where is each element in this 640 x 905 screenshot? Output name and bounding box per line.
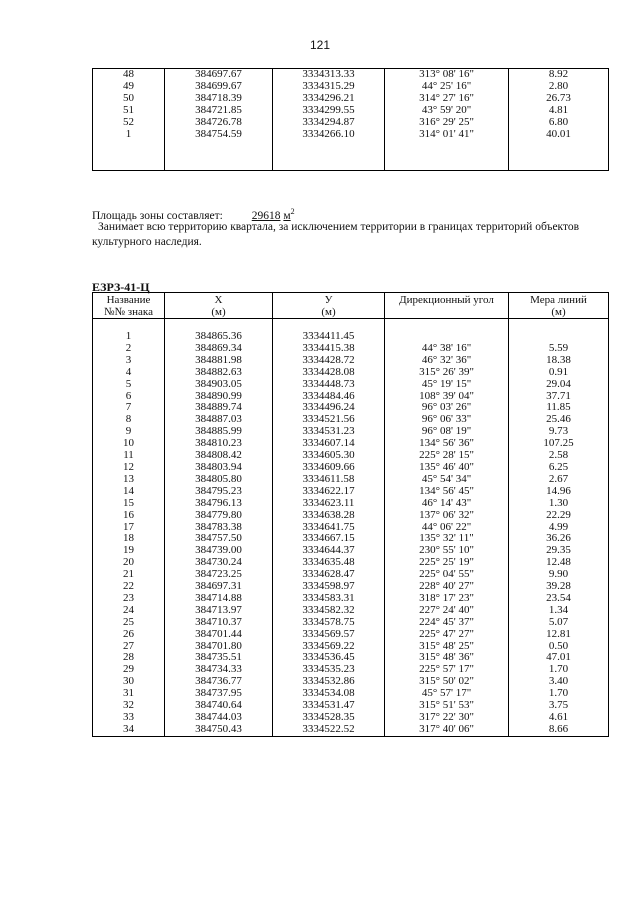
main-table-cell-x-coordinate: 384783.38 [165, 522, 273, 534]
main-table-cell-y-coordinate: 3334623.11 [273, 498, 385, 510]
main-table-cell-line-length: 14.96 [509, 486, 609, 498]
main-table-cell-bearing: 45° 57' 17" [385, 688, 509, 700]
table-header-row [93, 293, 609, 319]
main-table-cell-bearing: 135° 32' 11" [385, 533, 509, 545]
main-table-cell-line-length: 36.26 [509, 533, 609, 545]
main-table-cell-x-coordinate: 384750.43 [165, 724, 273, 736]
top-table-cell-bearing: 316° 29' 25" [385, 117, 509, 129]
boundary-table-continued [92, 68, 609, 171]
main-table-cell-line-length: 5.07 [509, 617, 609, 629]
main-table-cell-bearing: 44° 06' 22" [385, 522, 509, 534]
main-table-cell-point-number: 33 [93, 712, 165, 724]
top-table-cell-x-coordinate: 384718.39 [165, 93, 273, 105]
main-table-row [93, 474, 609, 486]
zone-area-value: 29618 [251, 209, 281, 222]
zone-title: ЕЗРЗ-41-Ц [92, 280, 150, 294]
top-table-cell-bearing: 314° 27' 16" [385, 93, 509, 105]
main-table-cell-point-number: 13 [93, 474, 165, 486]
zone-area-unit: м [283, 209, 291, 222]
main-table-cell-x-coordinate: 384887.03 [165, 414, 273, 426]
main-table-cell-y-coordinate: 3334598.97 [273, 581, 385, 593]
main-table-cell-line-length: 29.35 [509, 545, 609, 557]
main-table-cell-y-coordinate: 3334531.47 [273, 700, 385, 712]
main-table-cell-x-coordinate: 384795.23 [165, 486, 273, 498]
main-table-cell-y-coordinate: 3334496.24 [273, 402, 385, 414]
boundary-table [92, 292, 609, 737]
top-table-row [93, 117, 609, 129]
main-table-cell-line-length: 11.85 [509, 402, 609, 414]
main-table-cell-point-number: 30 [93, 676, 165, 688]
top-table-cell-x-coordinate: 384721.85 [165, 105, 273, 117]
header-bearing-line1: Дирекционный угол [399, 294, 494, 306]
main-table-cell-y-coordinate: 3334605.30 [273, 450, 385, 462]
header-x-line2: (м) [211, 306, 226, 318]
main-table-row [93, 486, 609, 498]
main-table-row [93, 605, 609, 617]
top-table-cell-x-coordinate: 384697.67 [165, 69, 273, 81]
main-table-cell-x-coordinate: 384808.42 [165, 450, 273, 462]
main-table-cell-bearing: 44° 38' 16" [385, 343, 509, 355]
main-table-cell-line-length: 2.58 [509, 450, 609, 462]
main-table-cell-x-coordinate: 384734.33 [165, 664, 273, 676]
main-table-cell-y-coordinate: 3334622.17 [273, 486, 385, 498]
main-table-cell-x-coordinate: 384740.64 [165, 700, 273, 712]
top-table-spacer-row [93, 140, 609, 171]
main-table-cell-y-coordinate: 3334532.86 [273, 676, 385, 688]
main-table-cell-line-length: 0.50 [509, 641, 609, 653]
main-table-cell-y-coordinate: 3334644.37 [273, 545, 385, 557]
main-table-cell-x-coordinate: 384796.13 [165, 498, 273, 510]
main-table-cell-y-coordinate: 3334609.66 [273, 462, 385, 474]
top-table-cell-line-length: 2.80 [509, 81, 609, 93]
main-table-cell-point-number: 32 [93, 700, 165, 712]
main-table-cell-bearing: 315° 26' 39" [385, 367, 509, 379]
main-table-cell-point-number: 22 [93, 581, 165, 593]
top-table-cell-line-length: 4.81 [509, 105, 609, 117]
main-table-cell-bearing: 137° 06' 32" [385, 510, 509, 522]
main-table-row [93, 629, 609, 641]
main-table-cell-bearing: 225° 47' 27" [385, 629, 509, 641]
main-table-cell-line-length: 6.25 [509, 462, 609, 474]
zone-note: Занимает всю территорию квартала, за исключением территории в границах территорий объектов культурного наследия. [92, 221, 580, 248]
main-table-cell-bearing: 228° 40' 27" [385, 581, 509, 593]
main-table-cell-bearing: 224° 45' 37" [385, 617, 509, 629]
main-table-cell-bearing: 225° 04' 55" [385, 569, 509, 581]
main-table-cell-y-coordinate: 3334534.08 [273, 688, 385, 700]
main-table-cell-line-length: 8.66 [509, 724, 609, 736]
header-point-name-line2: №№ знака [104, 306, 153, 318]
main-table-cell-point-number: 21 [93, 569, 165, 581]
main-table-cell-bearing: 225° 28' 15" [385, 450, 509, 462]
main-table-row [93, 510, 609, 522]
main-table-cell-bearing: 96° 03' 26" [385, 402, 509, 414]
main-table-cell-y-coordinate: 3334667.15 [273, 533, 385, 545]
main-table-cell-y-coordinate: 3334582.32 [273, 605, 385, 617]
main-table-cell-y-coordinate: 3334607.14 [273, 438, 385, 450]
header-point-name-line1: Название [106, 294, 151, 306]
top-table-cell-point-number: 52 [93, 117, 165, 129]
main-table-cell-line-length: 22.29 [509, 510, 609, 522]
main-table-cell-x-coordinate: 384713.97 [165, 605, 273, 617]
main-table-cell-point-number: 26 [93, 629, 165, 641]
main-table-cell-bearing: 46° 32' 36" [385, 355, 509, 367]
boundary-table-continued-body [93, 69, 609, 171]
header-length [509, 293, 609, 319]
main-table-cell-line-length: 12.48 [509, 557, 609, 569]
main-table-row [93, 367, 609, 379]
main-table-cell-line-length: 2.67 [509, 474, 609, 486]
top-table-cell-bearing: 314° 01' 41" [385, 129, 509, 141]
header-x [165, 293, 273, 319]
main-table-cell-point-number: 9 [93, 426, 165, 438]
main-table-cell-point-number: 31 [93, 688, 165, 700]
main-table-cell-point-number: 12 [93, 462, 165, 474]
top-table-cell-bearing: 44° 25' 16" [385, 81, 509, 93]
main-table-cell-point-number: 28 [93, 652, 165, 664]
main-table-cell-bearing: 317° 22' 30" [385, 712, 509, 724]
main-table-cell-y-coordinate: 3334415.38 [273, 343, 385, 355]
main-table-cell-y-coordinate: 3334522.52 [273, 724, 385, 736]
main-table-cell-x-coordinate: 384757.50 [165, 533, 273, 545]
main-table-row [93, 724, 609, 736]
top-table-cell-x-coordinate: 384726.78 [165, 117, 273, 129]
main-table-cell-line-length: 107.25 [509, 438, 609, 450]
main-table-cell-point-number: 2 [93, 343, 165, 355]
main-table-cell-bearing: 315° 51' 53" [385, 700, 509, 712]
main-table-cell-point-number: 7 [93, 402, 165, 414]
main-table-cell-line-length: 5.59 [509, 343, 609, 355]
main-table-cell-line-length: 3.40 [509, 676, 609, 688]
header-bearing [385, 293, 509, 319]
main-table-cell-line-length: 47.01 [509, 652, 609, 664]
main-table-cell-bearing: 315° 50' 02" [385, 676, 509, 688]
top-table-cell-bearing: 43° 59' 20" [385, 105, 509, 117]
main-table-cell-x-coordinate: 384803.94 [165, 462, 273, 474]
top-table-row [93, 105, 609, 117]
main-table-cell-y-coordinate: 3334635.48 [273, 557, 385, 569]
main-table-cell-x-coordinate: 384744.03 [165, 712, 273, 724]
main-table-cell-y-coordinate: 3334569.57 [273, 629, 385, 641]
top-table-cell-line-length: 8.92 [509, 69, 609, 81]
zone-area-unit-sup: 2 [290, 207, 295, 216]
header-length-line1: Мера линий [530, 294, 587, 306]
main-table-cell-bearing: 46° 14' 43" [385, 498, 509, 510]
main-table-cell-line-length: 18.38 [509, 355, 609, 367]
main-table-cell-y-coordinate: 3334569.22 [273, 641, 385, 653]
header-x-line1: Х [214, 294, 223, 306]
main-table-cell-line-length: 39.28 [509, 581, 609, 593]
header-length-line2: (м) [551, 306, 566, 318]
top-table-row [93, 129, 609, 141]
main-table-cell-bearing: 225° 57' 17" [385, 664, 509, 676]
top-table-cell-point-number: 51 [93, 105, 165, 117]
top-table-cell-y-coordinate: 3334299.55 [273, 105, 385, 117]
main-table-cell-line-length: 23.54 [509, 593, 609, 605]
main-table-cell-point-number: 16 [93, 510, 165, 522]
main-table-cell-bearing: 108° 39' 04" [385, 391, 509, 403]
zone-area-label: Площадь зоны составляет: [92, 209, 223, 222]
top-table-cell-x-coordinate: 384754.59 [165, 129, 273, 141]
main-table-cell-bearing: 134° 56' 36" [385, 438, 509, 450]
top-table-cell-point-number: 1 [93, 129, 165, 141]
top-table-cell-point-number: 48 [93, 69, 165, 81]
main-table-cell-line-length: 9.90 [509, 569, 609, 581]
main-table-cell-x-coordinate: 384885.99 [165, 426, 273, 438]
top-table-cell-y-coordinate: 3334266.10 [273, 129, 385, 141]
main-table-cell-x-coordinate: 384697.31 [165, 581, 273, 593]
main-table-cell-y-coordinate: 3334521.56 [273, 414, 385, 426]
header-y [273, 293, 385, 319]
top-table-cell-line-length: 6.80 [509, 117, 609, 129]
main-table-cell-bearing: 45° 54' 34" [385, 474, 509, 486]
main-table-row [93, 379, 609, 391]
main-table-cell-x-coordinate: 384735.51 [165, 652, 273, 664]
main-table-cell-point-number: 15 [93, 498, 165, 510]
header-point-name [93, 293, 165, 319]
main-table-cell-x-coordinate: 384739.00 [165, 545, 273, 557]
main-table-cell-point-number: 4 [93, 367, 165, 379]
main-table-cell-point-number: 14 [93, 486, 165, 498]
main-table-cell-x-coordinate: 384730.24 [165, 557, 273, 569]
main-table-row [93, 617, 609, 629]
main-table-cell-bearing: 315° 48' 25" [385, 641, 509, 653]
main-table-cell-point-number: 18 [93, 533, 165, 545]
main-table-cell-x-coordinate: 384889.74 [165, 402, 273, 414]
top-table-cell-y-coordinate: 3334294.87 [273, 117, 385, 129]
main-table-cell-bearing: 96° 06' 33" [385, 414, 509, 426]
header-y-line1: У [324, 294, 333, 306]
top-table-cell-point-number: 49 [93, 81, 165, 93]
main-table-cell-x-coordinate: 384882.63 [165, 367, 273, 379]
main-table-cell-y-coordinate: 3334531.23 [273, 426, 385, 438]
main-table-cell-line-length: 9.73 [509, 426, 609, 438]
main-table-cell-x-coordinate: 384723.25 [165, 569, 273, 581]
main-table-cell-line-length: 12.81 [509, 629, 609, 641]
main-table-cell-point-number: 29 [93, 664, 165, 676]
main-table-cell-line-length: 4.99 [509, 522, 609, 534]
main-table-cell-line-length: 1.30 [509, 498, 609, 510]
main-table-cell-point-number: 1 [93, 331, 165, 343]
main-table-cell-y-coordinate: 3334578.75 [273, 617, 385, 629]
main-table-cell-x-coordinate: 384881.98 [165, 355, 273, 367]
main-table-cell-line-length: 37.71 [509, 391, 609, 403]
main-table-cell-point-number: 11 [93, 450, 165, 462]
main-table-cell-x-coordinate: 384701.44 [165, 629, 273, 641]
main-table-cell-x-coordinate: 384714.88 [165, 593, 273, 605]
top-table-cell-y-coordinate: 3334313.33 [273, 69, 385, 81]
main-table-cell-bearing: 45° 19' 15" [385, 379, 509, 391]
top-table-cell-point-number: 50 [93, 93, 165, 105]
top-table-cell-y-coordinate: 3334296.21 [273, 93, 385, 105]
main-table-cell-point-number: 5 [93, 379, 165, 391]
main-table-cell-y-coordinate: 3334535.23 [273, 664, 385, 676]
main-table-cell-point-number: 34 [93, 724, 165, 736]
main-table-cell-y-coordinate: 3334628.47 [273, 569, 385, 581]
main-table-cell-y-coordinate: 3334611.58 [273, 474, 385, 486]
top-table-cell-y-coordinate: 3334315.29 [273, 81, 385, 93]
main-table-cell-x-coordinate: 384736.77 [165, 676, 273, 688]
main-table-cell-x-coordinate: 384701.80 [165, 641, 273, 653]
main-table-cell-line-length: 3.75 [509, 700, 609, 712]
main-table-cell-bearing: 134° 56' 45" [385, 486, 509, 498]
main-table-cell-point-number: 8 [93, 414, 165, 426]
main-table-cell-x-coordinate: 384903.05 [165, 379, 273, 391]
main-table-cell-line-length: 0.91 [509, 367, 609, 379]
main-table-cell-y-coordinate: 3334536.45 [273, 652, 385, 664]
main-table-cell-bearing: 315° 48' 36" [385, 652, 509, 664]
main-table-cell-bearing: 135° 46' 40" [385, 462, 509, 474]
main-table-cell-bearing: 225° 25' 19" [385, 557, 509, 569]
main-table-cell-bearing: 230° 55' 10" [385, 545, 509, 557]
main-table-row [93, 498, 609, 510]
main-table-cell-line-length: 25.46 [509, 414, 609, 426]
boundary-table-body [93, 319, 609, 737]
main-table-cell-point-number: 20 [93, 557, 165, 569]
main-table-cell-line-length: 1.34 [509, 605, 609, 617]
main-table-cell-point-number: 23 [93, 593, 165, 605]
main-table-row [93, 355, 609, 367]
main-table-cell-x-coordinate: 384869.34 [165, 343, 273, 355]
main-table-cell-y-coordinate: 3334428.08 [273, 367, 385, 379]
main-table-cell-line-length: 4.61 [509, 712, 609, 724]
main-table-cell-y-coordinate: 3334641.75 [273, 522, 385, 534]
main-table-cell-bearing: 96° 08' 19" [385, 426, 509, 438]
main-table-cell-line-length: 29.04 [509, 379, 609, 391]
top-table-cell-x-coordinate: 384699.67 [165, 81, 273, 93]
top-table-cell-line-length: 40.01 [509, 129, 609, 141]
header-y-line2: (м) [321, 306, 336, 318]
main-table-cell-y-coordinate: 3334484.46 [273, 391, 385, 403]
main-table-cell-point-number: 10 [93, 438, 165, 450]
main-table-cell-point-number: 27 [93, 641, 165, 653]
main-table-cell-bearing: 227° 24' 40" [385, 605, 509, 617]
main-table-cell-point-number: 6 [93, 391, 165, 403]
main-table-cell-point-number: 24 [93, 605, 165, 617]
top-table-cell-line-length: 26.73 [509, 93, 609, 105]
main-table-cell-x-coordinate: 384779.80 [165, 510, 273, 522]
main-table-cell-point-number: 19 [93, 545, 165, 557]
main-table-cell-y-coordinate: 3334528.35 [273, 712, 385, 724]
main-table-cell-y-coordinate: 3334428.72 [273, 355, 385, 367]
main-table-cell-y-coordinate: 3334583.31 [273, 593, 385, 605]
main-table-cell-x-coordinate: 384737.95 [165, 688, 273, 700]
main-table-cell-y-coordinate: 3334448.73 [273, 379, 385, 391]
main-table-cell-point-number: 3 [93, 355, 165, 367]
main-table-cell-bearing: 318° 17' 23" [385, 593, 509, 605]
main-table-cell-point-number: 17 [93, 522, 165, 534]
main-table-cell-x-coordinate: 384865.36 [165, 331, 273, 343]
main-table-cell-x-coordinate: 384810.23 [165, 438, 273, 450]
main-table-cell-bearing: 317° 40' 06" [385, 724, 509, 736]
top-table-cell-bearing: 313° 08' 16" [385, 69, 509, 81]
main-table-cell-line-length: 1.70 [509, 664, 609, 676]
page-number: 121 [309, 38, 331, 52]
main-table-cell-y-coordinate: 3334638.28 [273, 510, 385, 522]
main-table-cell-x-coordinate: 384890.99 [165, 391, 273, 403]
main-table-cell-x-coordinate: 384710.37 [165, 617, 273, 629]
main-table-cell-point-number: 25 [93, 617, 165, 629]
main-table-cell-y-coordinate: 3334411.45 [273, 331, 385, 343]
main-table-cell-x-coordinate: 384805.80 [165, 474, 273, 486]
top-table-row [93, 93, 609, 105]
main-table-cell-line-length: 1.70 [509, 688, 609, 700]
